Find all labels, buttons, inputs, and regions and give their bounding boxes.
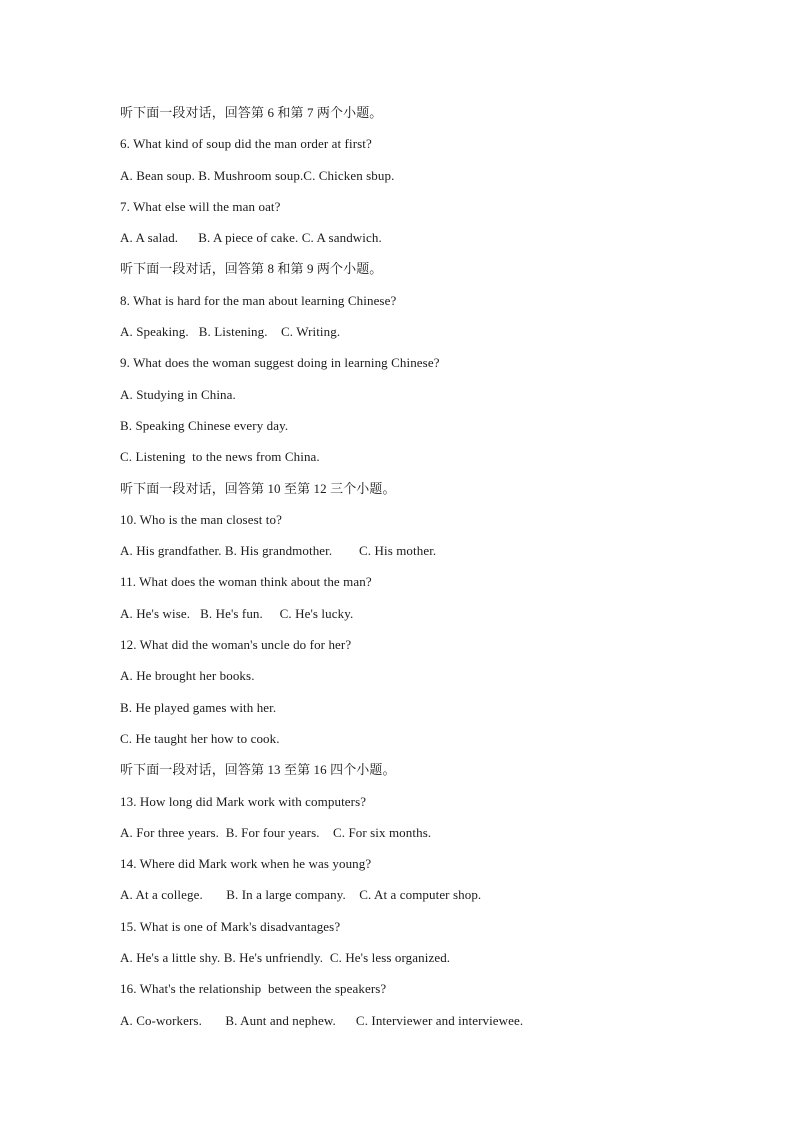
question-10: 10. Who is the man closest to?: [120, 511, 282, 527]
question-15-options: A. He's a little shy. B. He's unfriendly. C. He's less organized.: [120, 950, 451, 966]
section-instruction: 听下面一段对话，回答第 6 和第 7 两个小题。: [120, 105, 383, 120]
section-instruction: 听下面一段对话，回答第 10 至第 12 三个小题。: [120, 480, 396, 496]
section-instruction: 听下面一段对话，回答第 8 和第 9 两个小题。: [120, 261, 383, 277]
question-9-option-c: C. Listening to the news from China.: [120, 449, 320, 465]
question-11: 11. What does the woman think about the man?: [120, 574, 372, 590]
question-7: 7. What else will the man oat?: [120, 198, 281, 214]
question-10-options: A. His grandfather. B. His grandmother. C. His mother.: [120, 543, 437, 559]
question-6: 6. What kind of soup did the man order at first?: [120, 136, 372, 152]
section-instruction: 听下面一段对话，回答第 13 至第 16 四个小题。: [120, 762, 396, 778]
question-12-option-a: A. He brought her books.: [120, 668, 255, 684]
question-13: 13. How long did Mark work with computers?: [120, 793, 367, 809]
question-8-options: A. Speaking. B. Listening. C. Writing.: [120, 324, 341, 340]
question-16-options: A. Co-workers. B. Aunt and nephew. C. Interviewer and interviewee.: [120, 1012, 524, 1028]
question-7-options: A. A salad. B. A piece of cake. C. A sandwich.: [120, 230, 382, 246]
question-12-option-b: B. He played games with her.: [120, 699, 277, 715]
question-14: 14. Where did Mark work when he was young?: [120, 856, 372, 872]
question-15: 15. What is one of Mark's disadvantages?: [120, 918, 341, 934]
question-9-option-b: B. Speaking Chinese every day.: [120, 417, 289, 433]
question-16: 16. What's the relationship between the speakers?: [120, 981, 387, 997]
listening-section: [120, 102, 760, 1041]
question-12-option-c: C. He taught her how to cook.: [120, 730, 280, 746]
question-9-option-a: A. Studying in China.: [120, 386, 236, 402]
question-6-options: A. Bean soup. B. Mushroom soup.C. Chicken sbup.: [120, 167, 395, 183]
question-9: 9. What does the woman suggest doing in learning Chinese?: [120, 355, 440, 371]
question-13-options: A. For three years. B. For four years. C. For six months.: [120, 824, 432, 840]
question-8: 8. What is hard for the man about learning Chinese?: [120, 292, 397, 308]
question-12: 12. What did the woman's uncle do for her?: [120, 637, 352, 653]
question-14-options: A. At a college. B. In a large company. C. At a computer shop.: [120, 887, 482, 903]
question-11-options: A. He's wise. B. He's fun. C. He's lucky.: [120, 605, 354, 621]
